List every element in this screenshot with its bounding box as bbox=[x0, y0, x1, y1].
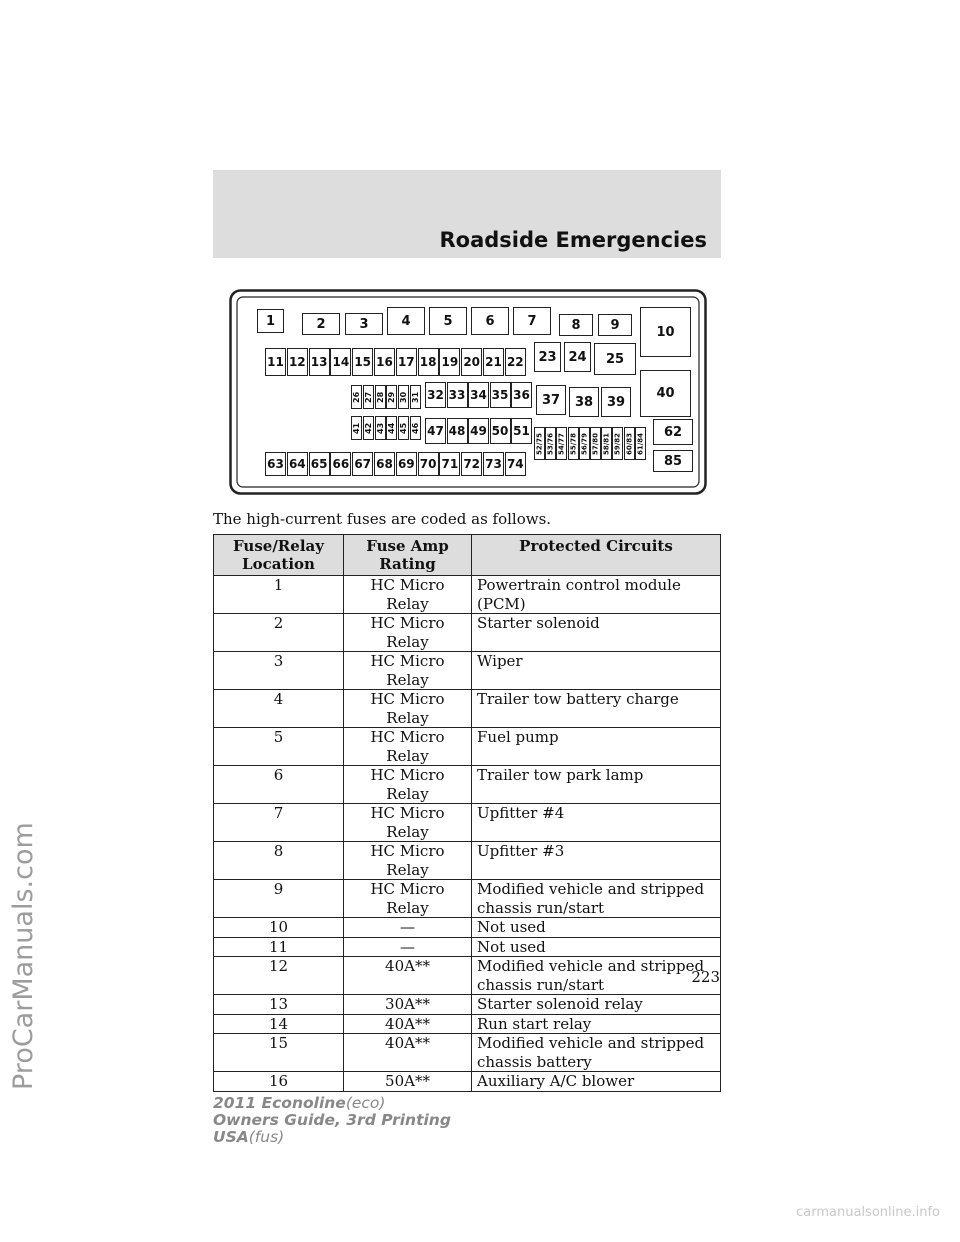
fuse-slot: 53/76 bbox=[545, 427, 556, 460]
footer-edition: Owners Guide, 3rd Printing bbox=[213, 1111, 451, 1129]
fuse-slot: 28 bbox=[375, 385, 386, 409]
location-cell: 9 bbox=[214, 880, 344, 918]
location-cell: 6 bbox=[214, 766, 344, 804]
fuse-slot: 2 bbox=[302, 313, 340, 335]
table-row bbox=[214, 1034, 721, 1072]
fuse-slot: 45 bbox=[398, 416, 409, 440]
location-cell: 14 bbox=[214, 1014, 344, 1034]
fuse-slot: 85 bbox=[653, 450, 693, 472]
fuse-slot: 74 bbox=[505, 452, 526, 476]
table-row bbox=[214, 804, 721, 842]
location-cell: 3 bbox=[214, 652, 344, 690]
fuse-slot: 10 bbox=[640, 307, 691, 357]
location-cell: 4 bbox=[214, 690, 344, 728]
table-row bbox=[214, 690, 721, 728]
circuit-cell: Upfitter #4 bbox=[472, 804, 721, 842]
rating-cell: HC Micro Relay bbox=[344, 766, 472, 804]
fuse-table bbox=[213, 534, 721, 1092]
fuse-slot: 11 bbox=[265, 348, 286, 376]
rating-cell: 30A** bbox=[344, 995, 472, 1015]
intro-text: The high-current fuses are coded as follows. bbox=[213, 510, 552, 528]
fuse-slot: 65 bbox=[309, 452, 330, 476]
fuse-slot: 18 bbox=[418, 348, 439, 376]
fuse-slot: 21 bbox=[483, 348, 504, 376]
location-cell: 16 bbox=[214, 1072, 344, 1092]
fuse-slot: 47 bbox=[425, 418, 446, 444]
fuse-slot: 63 bbox=[265, 452, 286, 476]
fuse-slot: 5 bbox=[429, 307, 467, 335]
location-cell: 5 bbox=[214, 728, 344, 766]
fuse-slot: 6 bbox=[471, 307, 509, 335]
fuse-slot: 38 bbox=[569, 387, 599, 417]
location-cell: 2 bbox=[214, 614, 344, 652]
footer-region-code: (fus) bbox=[248, 1128, 285, 1146]
fuse-slot: 29 bbox=[386, 385, 397, 409]
circuit-cell: Trailer tow battery charge bbox=[472, 690, 721, 728]
table-row bbox=[214, 614, 721, 652]
column-header: Fuse/Relay Location bbox=[214, 535, 344, 576]
rating-cell: 40A** bbox=[344, 957, 472, 995]
rating-cell: — bbox=[344, 937, 472, 957]
fuse-slot: 40 bbox=[640, 370, 691, 417]
location-cell: 12 bbox=[214, 957, 344, 995]
location-cell: 15 bbox=[214, 1034, 344, 1072]
bottom-watermark: carmanualsonline.info bbox=[796, 1205, 940, 1220]
fuse-slot: 31 bbox=[410, 385, 421, 409]
rating-cell: 40A** bbox=[344, 1014, 472, 1034]
footer-region: USA bbox=[213, 1128, 249, 1146]
rating-cell: HC Micro Relay bbox=[344, 576, 472, 614]
fuse-slot: 56/79 bbox=[579, 427, 590, 460]
fuse-slot: 52/75 bbox=[534, 427, 545, 460]
fuse-slot: 48 bbox=[447, 418, 468, 444]
rating-cell: 50A** bbox=[344, 1072, 472, 1092]
fuse-slot: 60/83 bbox=[624, 427, 635, 460]
fuse-slot: 41 bbox=[351, 416, 362, 440]
fuse-slot: 35 bbox=[490, 382, 511, 408]
fuse-slot: 8 bbox=[559, 314, 593, 336]
section-header bbox=[213, 170, 721, 258]
rating-cell: HC Micro Relay bbox=[344, 614, 472, 652]
fuse-slot: 51 bbox=[511, 418, 532, 444]
footer-model-code: (eco) bbox=[345, 1094, 386, 1112]
location-cell: 13 bbox=[214, 995, 344, 1015]
rating-cell: 40A** bbox=[344, 1034, 472, 1072]
fuse-slot: 57/80 bbox=[590, 427, 601, 460]
rating-cell: — bbox=[344, 918, 472, 938]
rating-cell: HC Micro Relay bbox=[344, 728, 472, 766]
circuit-cell: Starter solenoid relay bbox=[472, 995, 721, 1015]
fuse-slot: 44 bbox=[386, 416, 397, 440]
section-title: Roadside Emergencies bbox=[439, 228, 707, 252]
fuse-slot: 17 bbox=[396, 348, 417, 376]
table-row bbox=[214, 576, 721, 614]
circuit-cell: Powertrain control module (PCM) bbox=[472, 576, 721, 614]
circuit-cell: Starter solenoid bbox=[472, 614, 721, 652]
fuse-slot: 69 bbox=[396, 452, 417, 476]
table-row bbox=[214, 652, 721, 690]
location-cell: 1 bbox=[214, 576, 344, 614]
circuit-cell: Upfitter #3 bbox=[472, 842, 721, 880]
rating-cell: HC Micro Relay bbox=[344, 880, 472, 918]
location-cell: 8 bbox=[214, 842, 344, 880]
fuse-slot: 26 bbox=[351, 385, 362, 409]
fuse-slot: 12 bbox=[287, 348, 308, 376]
fuse-slot: 49 bbox=[468, 418, 489, 444]
fuse-slot: 9 bbox=[598, 314, 632, 336]
location-cell: 7 bbox=[214, 804, 344, 842]
fuse-slot: 32 bbox=[425, 382, 446, 408]
fuse-slot: 24 bbox=[564, 342, 591, 372]
circuit-cell: Modified vehicle and stripped chassis run/start bbox=[472, 880, 721, 918]
fuse-slot: 59/82 bbox=[612, 427, 623, 460]
column-header: Protected Circuits bbox=[472, 535, 721, 576]
fuse-slot: 15 bbox=[352, 348, 373, 376]
fuse-slot: 13 bbox=[309, 348, 330, 376]
fuse-slot: 71 bbox=[439, 452, 460, 476]
fuse-box-diagram bbox=[229, 289, 707, 495]
table-row bbox=[214, 957, 721, 995]
table-row bbox=[214, 918, 721, 938]
fuse-slot: 67 bbox=[352, 452, 373, 476]
fuse-slot: 70 bbox=[418, 452, 439, 476]
circuit-cell: Not used bbox=[472, 918, 721, 938]
table-row bbox=[214, 1014, 721, 1034]
fuse-slot: 73 bbox=[483, 452, 504, 476]
fuse-slot: 37 bbox=[536, 385, 566, 415]
rating-cell: HC Micro Relay bbox=[344, 690, 472, 728]
circuit-cell: Fuel pump bbox=[472, 728, 721, 766]
fuse-slot: 61/84 bbox=[635, 427, 646, 460]
location-cell: 10 bbox=[214, 918, 344, 938]
circuit-cell: Not used bbox=[472, 937, 721, 957]
fuse-slot: 43 bbox=[375, 416, 386, 440]
rating-cell: HC Micro Relay bbox=[344, 652, 472, 690]
fuse-slot: 22 bbox=[505, 348, 526, 376]
side-watermark: ProCarManuals.com bbox=[8, 822, 39, 1090]
fuse-slot: 72 bbox=[461, 452, 482, 476]
table-row bbox=[214, 880, 721, 918]
rating-cell: HC Micro Relay bbox=[344, 804, 472, 842]
fuse-slot: 16 bbox=[374, 348, 395, 376]
fuse-slot: 33 bbox=[447, 382, 468, 408]
page-number: 223 bbox=[691, 968, 720, 986]
fuse-slot: 3 bbox=[345, 313, 383, 335]
fuse-slot: 68 bbox=[374, 452, 395, 476]
fuse-slot: 27 bbox=[363, 385, 374, 409]
fuse-slot: 50 bbox=[490, 418, 511, 444]
fuse-slot: 14 bbox=[330, 348, 351, 376]
circuit-cell: Modified vehicle and stripped chassis run/start bbox=[472, 957, 721, 995]
fuse-slot: 66 bbox=[330, 452, 351, 476]
footer-model: 2011 Econoline bbox=[213, 1094, 346, 1112]
fuse-slot: 19 bbox=[439, 348, 460, 376]
fuse-slot: 39 bbox=[601, 387, 631, 417]
fuse-slot: 30 bbox=[398, 385, 409, 409]
circuit-cell: Wiper bbox=[472, 652, 721, 690]
fuse-slot: 4 bbox=[387, 307, 425, 335]
fuse-slot: 62 bbox=[653, 419, 693, 445]
table-row bbox=[214, 937, 721, 957]
column-header: Fuse Amp Rating bbox=[344, 535, 472, 576]
fuse-slot: 23 bbox=[534, 342, 561, 372]
table-row bbox=[214, 728, 721, 766]
fuse-slot: 20 bbox=[461, 348, 482, 376]
table-row bbox=[214, 842, 721, 880]
fuse-slot: 34 bbox=[468, 382, 489, 408]
footer bbox=[213, 1095, 451, 1146]
circuit-cell: Run start relay bbox=[472, 1014, 721, 1034]
fuse-slot: 36 bbox=[511, 382, 532, 408]
fuse-slot: 58/81 bbox=[601, 427, 612, 460]
table-row bbox=[214, 766, 721, 804]
table-header-row bbox=[214, 535, 721, 576]
circuit-cell: Modified vehicle and stripped chassis battery bbox=[472, 1034, 721, 1072]
fuse-slot: 54/77 bbox=[556, 427, 567, 460]
fuse-slot: 25 bbox=[594, 343, 636, 375]
fuse-slot: 55/78 bbox=[568, 427, 579, 460]
table-row bbox=[214, 995, 721, 1015]
fuse-slot: 46 bbox=[410, 416, 421, 440]
location-cell: 11 bbox=[214, 937, 344, 957]
rating-cell: HC Micro Relay bbox=[344, 842, 472, 880]
fuse-slot: 7 bbox=[513, 307, 551, 335]
fuse-slot: 1 bbox=[257, 309, 284, 333]
table-row bbox=[214, 1072, 721, 1092]
circuit-cell: Trailer tow park lamp bbox=[472, 766, 721, 804]
circuit-cell: Auxiliary A/C blower bbox=[472, 1072, 721, 1092]
fuse-slot: 42 bbox=[363, 416, 374, 440]
fuse-slot: 64 bbox=[287, 452, 308, 476]
